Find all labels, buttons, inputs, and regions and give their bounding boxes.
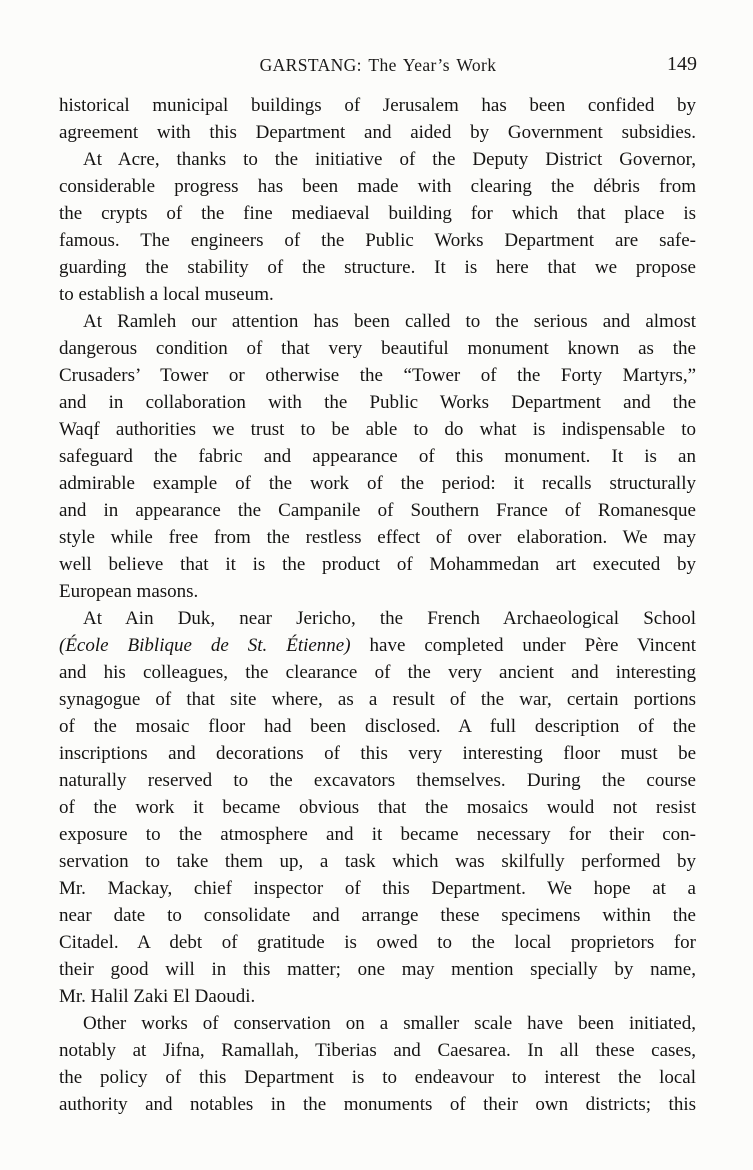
text-line: servation to take them up, a task which was skilfully performed by: [59, 851, 696, 872]
text-line: and in collaboration with the Public Works Department and the: [59, 392, 696, 413]
paragraph: [59, 605, 696, 1010]
text-line: of the mosaic floor had been disclosed. A full description of the: [59, 716, 696, 737]
text-line: [59, 632, 696, 659]
text-line: Waqf authorities we trust to be able to do what is indispensable to: [59, 419, 696, 440]
text-line: guarding the stability of the structure. It is here that we propose: [59, 257, 696, 278]
text-line: near date to consolidate and arrange these specimens within the: [59, 905, 696, 926]
text-line: the crypts of the fine mediaeval building for which that place is: [59, 203, 696, 224]
text-line: naturally reserved to the excavators themselves. During the course: [59, 770, 696, 791]
text-line: European masons.: [59, 581, 199, 602]
text-line: synagogue of that site where, as a result of the war, certain portions: [59, 689, 696, 710]
text-line: notably at Jifna, Ramallah, Tiberias and Caesarea. In all these cases,: [59, 1040, 696, 1061]
text-line: and in appearance the Campanile of Southern France of Romanesque: [59, 500, 696, 521]
text-line: At Acre, thanks to the initiative of the Deputy District Governor,: [83, 149, 696, 170]
text-line: and his colleagues, the clearance of the very ancient and interesting: [59, 662, 696, 683]
text-line: of the work it became obvious that the mosaics would not resist: [59, 797, 696, 818]
text-line: At Ramleh our attention has been called to the serious and almost: [83, 311, 696, 332]
page-header-title: GARSTANG: The Year’s Work: [259, 55, 497, 75]
text-line: considerable progress has been made with clearing the débris from: [59, 176, 696, 197]
text-line: Mr. Halil Zaki El Daoudi.: [59, 986, 256, 1007]
text-line: At Ain Duk, near Jericho, the French Archaeological School: [83, 608, 696, 629]
text-line: inscriptions and decorations of this very interesting floor must be: [59, 743, 696, 764]
paragraph: [59, 308, 696, 605]
text-line: the policy of this Department is to endeavour to interest the local: [59, 1067, 696, 1088]
text-line: style while free from the restless effect of over elaboration. We may: [59, 527, 696, 548]
text-line: safeguard the fabric and appearance of this monument. It is an: [59, 446, 696, 467]
page-body: [59, 92, 696, 1118]
text-line: Crusaders’ Tower or otherwise the “Tower of the Forty Martyrs,”: [59, 365, 696, 386]
text-line: dangerous condition of that very beautiful monument known as the: [59, 338, 696, 359]
text-line: agreement with this Department and aided by Government subsidies.: [59, 122, 696, 143]
plain-text: have completed under Père Vincent: [350, 635, 696, 656]
italic-text: (École Biblique de St. Étienne): [59, 635, 351, 656]
paragraph: [59, 146, 696, 308]
text-line: well believe that it is the product of Mohammedan art executed by: [59, 554, 696, 575]
text-line: Mr. Mackay, chief inspector of this Department. We hope at a: [59, 878, 696, 899]
text-line: Citadel. A debt of gratitude is owed to the local proprietors for: [59, 932, 696, 953]
page-number: 149: [667, 53, 697, 75]
paragraph: [59, 92, 696, 146]
text-line: admirable example of the work of the period: it recalls structurally: [59, 473, 696, 494]
text-line: exposure to the atmosphere and it became necessary for their con-: [59, 824, 696, 845]
text-line: famous. The engineers of the Public Works Department are safe-: [59, 230, 696, 251]
text-line: their good will in this matter; one may mention specially by name,: [59, 959, 696, 980]
text-line: Other works of conservation on a smaller scale have been initiated,: [83, 1013, 696, 1034]
text-line: authority and notables in the monuments of their own districts; this: [59, 1094, 696, 1115]
text-line: historical municipal buildings of Jerusalem has been confided by: [59, 95, 696, 116]
running-head: [59, 55, 697, 79]
text-line: to establish a local museum.: [59, 284, 274, 305]
paragraph: [59, 1010, 696, 1118]
